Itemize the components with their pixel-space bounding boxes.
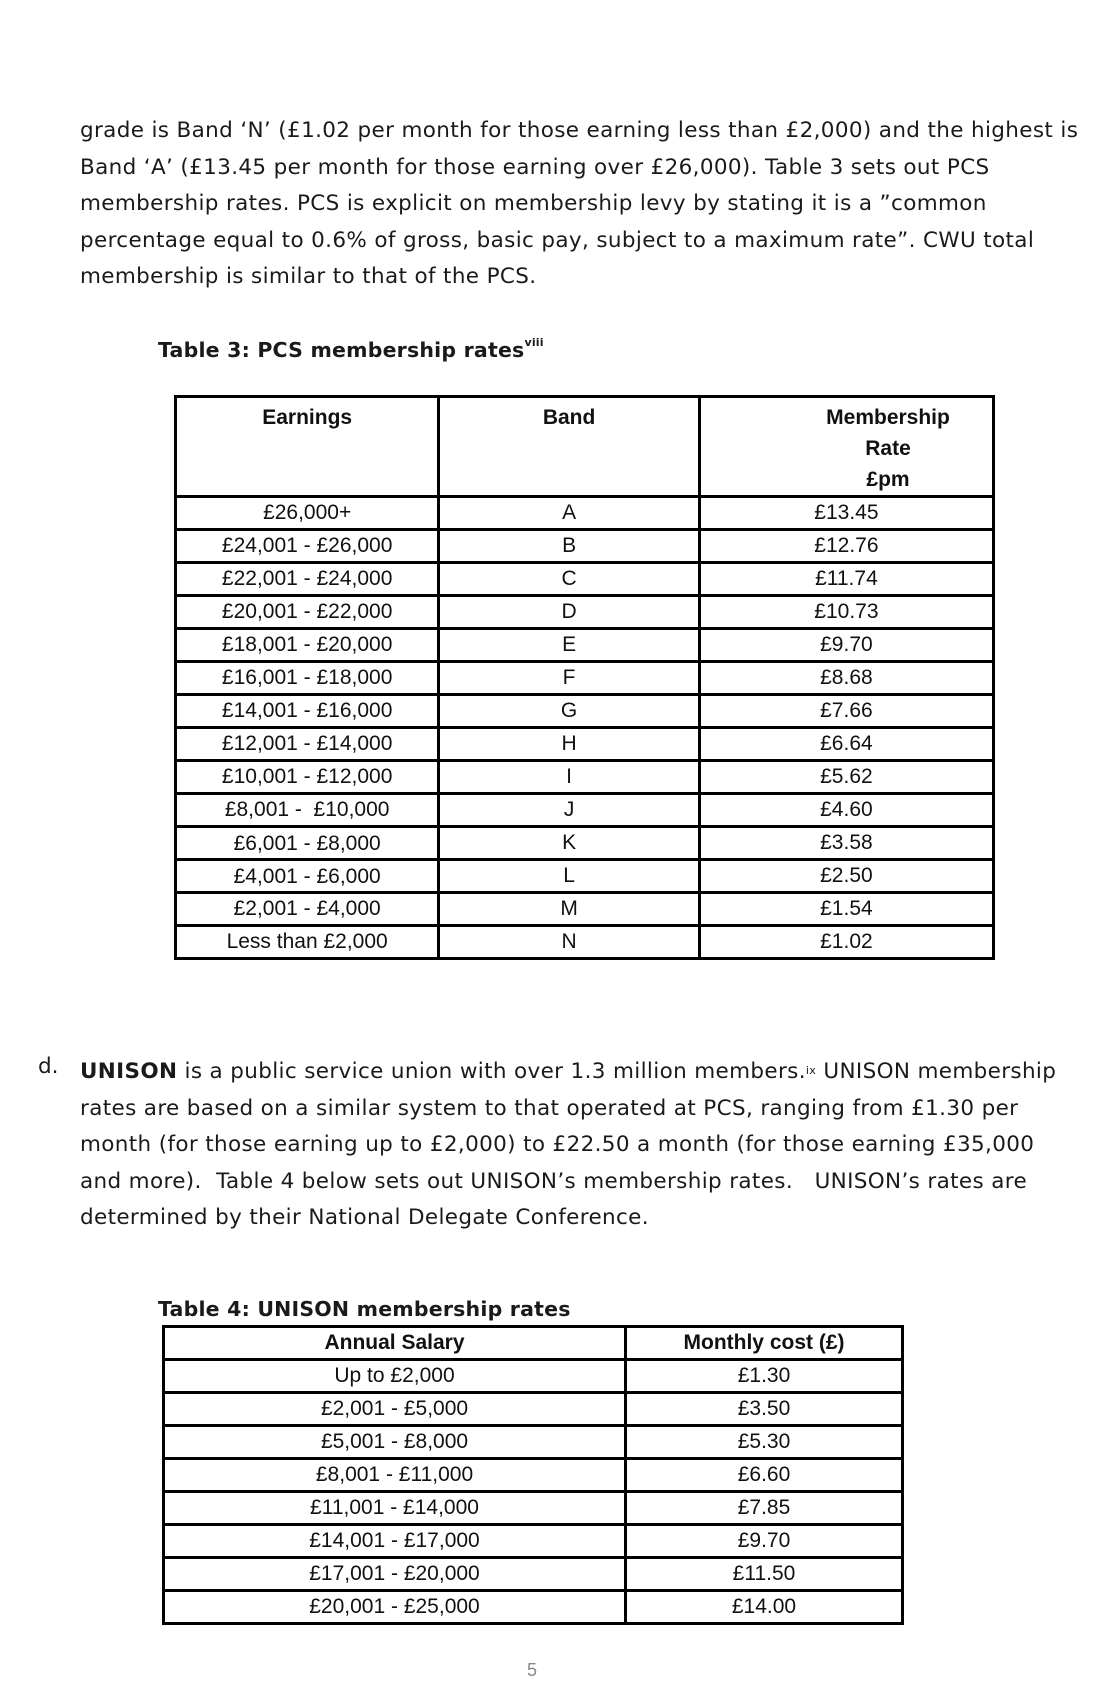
unison-line1-tail: UNISON membership <box>816 1059 1057 1084</box>
header-band: Band <box>439 397 700 497</box>
table-row <box>164 1426 903 1459</box>
table3-caption-text: Table 3: PCS membership rates <box>158 338 525 362</box>
rate-cell: £1.54 <box>699 893 993 926</box>
cost-cell: £11.50 <box>626 1558 903 1591</box>
intro-paragraph <box>80 113 1079 296</box>
table-row <box>176 794 994 827</box>
earnings-cell: £8,001 - £10,000 <box>176 794 439 827</box>
band-cell: M <box>439 893 700 926</box>
page-number: 5 <box>527 1660 538 1680</box>
cost-cell: £14.00 <box>626 1591 903 1624</box>
intro-line: membership is similar to that of the PCS. <box>80 264 537 289</box>
band-cell: H <box>439 728 700 761</box>
footnote-marker: viii <box>524 336 544 349</box>
rate-cell: £2.50 <box>699 860 993 893</box>
table-row <box>164 1492 903 1525</box>
rate-cell: £8.68 <box>699 662 993 695</box>
cost-cell: £6.60 <box>626 1459 903 1492</box>
earnings-cell: £26,000+ <box>176 497 439 530</box>
salary-cell: £14,001 - £17,000 <box>164 1525 626 1558</box>
intro-line: Band ‘A’ (£13.45 per month for those earning over £26,000). Table 3 sets out PCS <box>80 154 990 180</box>
rate-cell: £10.73 <box>699 596 993 629</box>
header-annual-salary: Annual Salary <box>164 1327 626 1360</box>
salary-cell: £20,001 - £25,000 <box>164 1591 626 1624</box>
unison-line: determined by their National Delegate Conference. <box>80 1205 649 1230</box>
rate-cell: £13.45 <box>699 497 993 530</box>
table-row <box>176 728 994 761</box>
footnote-marker: ix <box>805 1064 817 1077</box>
earnings-cell: £22,001 - £24,000 <box>176 563 439 596</box>
table-row <box>164 1393 903 1426</box>
unison-line1-text: is a public service union with over 1.3 million members. <box>177 1059 806 1084</box>
unison-paragraph <box>80 1054 1057 1237</box>
table-row <box>176 530 994 563</box>
band-cell: J <box>439 794 700 827</box>
list-label: d. <box>38 1054 59 1079</box>
intro-line: membership rates. PCS is explicit on membership levy by stating it is a ”common <box>80 191 987 216</box>
band-cell: L <box>439 860 700 893</box>
unison-line <box>80 1054 1057 1091</box>
pcs-rates-table <box>174 395 995 960</box>
salary-cell: £17,001 - £20,000 <box>164 1558 626 1591</box>
rate-cell: £6.64 <box>699 728 993 761</box>
earnings-cell: £16,001 - £18,000 <box>176 662 439 695</box>
rate-cell: £3.58 <box>699 827 993 860</box>
band-cell: D <box>439 596 700 629</box>
table3-caption <box>158 338 544 362</box>
table-row <box>176 497 994 530</box>
cost-cell: £9.70 <box>626 1525 903 1558</box>
unison-line: month (for those earning up to £2,000) to £22.50 a month (for those earning £35,000 <box>80 1132 1035 1157</box>
salary-cell: £5,001 - £8,000 <box>164 1426 626 1459</box>
salary-cell: £8,001 - £11,000 <box>164 1459 626 1492</box>
table-row <box>176 893 994 926</box>
table-row <box>176 629 994 662</box>
rate-cell: £4.60 <box>699 794 993 827</box>
salary-cell: £2,001 - £5,000 <box>164 1393 626 1426</box>
unison-line: and more). Table 4 below sets out UNISON’s membership rates. UNISON’s rates are <box>80 1168 1028 1194</box>
earnings-cell: £12,001 - £14,000 <box>176 728 439 761</box>
band-cell: K <box>439 827 700 860</box>
header-earnings: Earnings <box>176 397 439 497</box>
earnings-cell: Less than £2,000 <box>176 926 439 959</box>
rate-cell: £9.70 <box>699 629 993 662</box>
band-cell: G <box>439 695 700 728</box>
earnings-cell: £4,001 - £6,000 <box>176 860 439 893</box>
rate-cell: £5.62 <box>699 761 993 794</box>
table-row <box>176 662 994 695</box>
table-row <box>164 1558 903 1591</box>
header-monthly-cost: Monthly cost (£) <box>626 1327 903 1360</box>
band-cell: I <box>439 761 700 794</box>
earnings-cell: £20,001 - £22,000 <box>176 596 439 629</box>
rate-cell: £12.76 <box>699 530 993 563</box>
intro-line: percentage equal to 0.6% of gross, basic pay, subject to a maximum rate”. CWU total <box>80 227 1035 253</box>
cost-cell: £1.30 <box>626 1360 903 1393</box>
unison-rates-table <box>162 1325 904 1625</box>
band-cell: F <box>439 662 700 695</box>
band-cell: A <box>439 497 700 530</box>
table-header-row <box>164 1327 903 1360</box>
header-rate-line1: Membership <box>826 406 950 429</box>
cost-cell: £3.50 <box>626 1393 903 1426</box>
rate-cell: £7.66 <box>699 695 993 728</box>
table-row <box>176 695 994 728</box>
table-row <box>176 827 994 860</box>
cost-cell: £7.85 <box>626 1492 903 1525</box>
salary-cell: Up to £2,000 <box>164 1360 626 1393</box>
unison-line: rates are based on a similar system to that operated at PCS, ranging from £1.30 per <box>80 1095 1019 1121</box>
earnings-cell: £6,001 - £8,000 <box>176 827 439 860</box>
table-row <box>164 1525 903 1558</box>
earnings-cell: £10,001 - £12,000 <box>176 761 439 794</box>
table-row <box>176 563 994 596</box>
earnings-cell: £14,001 - £16,000 <box>176 695 439 728</box>
table-row <box>176 926 994 959</box>
band-cell: B <box>439 530 700 563</box>
table-row <box>176 761 994 794</box>
header-rate-line2: Rate <box>865 437 911 460</box>
rate-cell: £1.02 <box>699 926 993 959</box>
rate-cell: £11.74 <box>699 563 993 596</box>
earnings-cell: £24,001 - £26,000 <box>176 530 439 563</box>
table-row <box>164 1459 903 1492</box>
table-header-row <box>176 397 994 497</box>
header-rate-line3: £pm <box>866 468 910 491</box>
earnings-cell: £2,001 - £4,000 <box>176 893 439 926</box>
table-row <box>176 596 994 629</box>
band-cell: N <box>439 926 700 959</box>
band-cell: E <box>439 629 700 662</box>
table-row <box>176 860 994 893</box>
band-cell: C <box>439 563 700 596</box>
table-row <box>164 1591 903 1624</box>
header-membership-rate <box>699 397 993 497</box>
table-row <box>164 1360 903 1393</box>
unison-bold-lead: UNISON <box>80 1059 178 1084</box>
cost-cell: £5.30 <box>626 1426 903 1459</box>
salary-cell: £11,001 - £14,000 <box>164 1492 626 1525</box>
earnings-cell: £18,001 - £20,000 <box>176 629 439 662</box>
table4-caption: Table 4: UNISON membership rates <box>158 1297 571 1321</box>
intro-line: grade is Band ‘N’ (£1.02 per month for those earning less than £2,000) and the highest is <box>80 118 1079 143</box>
